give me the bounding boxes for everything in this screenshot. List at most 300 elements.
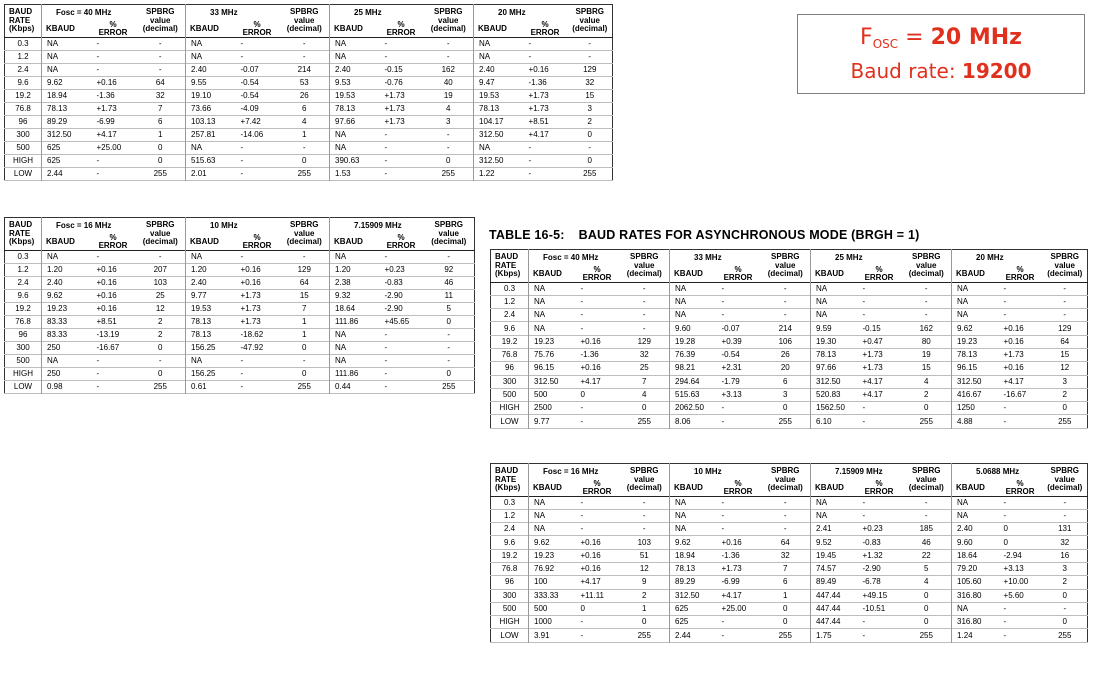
spbrg-cell: 255 xyxy=(153,381,167,391)
spbrg-cell: - xyxy=(158,251,162,261)
kbaud-cell: 89.29 xyxy=(42,115,91,128)
spbrg-cell: 0 xyxy=(158,342,163,352)
kbaud-cell: 416.67 xyxy=(952,388,998,401)
error-cell: +0.16 xyxy=(580,336,601,346)
kbaud-cell: 250 xyxy=(42,341,91,354)
error-cell: - xyxy=(721,630,725,640)
spbrg-cell: 255 xyxy=(778,416,792,426)
kbaud-cell: NA xyxy=(529,295,575,308)
spbrg-cell: - xyxy=(447,329,451,339)
kbaud-cell: 111.86 xyxy=(330,367,379,380)
error-cell: +1.73 xyxy=(384,90,405,100)
kbaud-cell: 9.32 xyxy=(330,289,379,302)
baud-rate-cell: 2.4 xyxy=(503,310,516,320)
kbaud-header: KBAUD xyxy=(529,480,575,497)
spbrg-cell: 207 xyxy=(153,264,167,274)
baud-rate-cell: LOW xyxy=(500,416,519,426)
spbrg-header-line: SPBRG xyxy=(630,252,659,262)
error-cell: +1.73 xyxy=(528,90,549,100)
error-cell: - xyxy=(384,129,388,139)
spbrg-cell: - xyxy=(924,497,928,507)
spbrg-cell: 185 xyxy=(919,524,933,534)
error-cell: -1.36 xyxy=(721,550,740,560)
error-cell: - xyxy=(384,38,388,48)
spbrg-cell: - xyxy=(446,129,450,139)
kbaud-cell: NA xyxy=(186,141,235,154)
error-cell: -0.76 xyxy=(384,77,403,87)
baud-rate-cell: 96 xyxy=(18,329,28,339)
spbrg-header-line: SPBRG xyxy=(1050,466,1079,476)
baud-rate-cell: 19.2 xyxy=(15,90,31,100)
spbrg-cell: 255 xyxy=(637,416,651,426)
spbrg-cell: 26 xyxy=(299,90,309,100)
spbrg-cell: 0 xyxy=(446,368,451,378)
error-cell: +49.15 xyxy=(862,590,888,600)
table-header xyxy=(491,250,1088,283)
table-row xyxy=(491,282,1088,295)
error-cell: - xyxy=(721,416,725,426)
spbrg-cell: - xyxy=(783,310,787,320)
error-cell: -18.62 xyxy=(240,329,264,339)
kbaud-cell: 9.77 xyxy=(186,289,235,302)
spbrg-header-line: value xyxy=(916,260,937,270)
error-cell: +0.23 xyxy=(384,264,405,274)
spbrg-cell: 7 xyxy=(302,303,307,313)
kbaud-cell: NA xyxy=(811,282,857,295)
kbaud-cell: NA xyxy=(811,309,857,322)
kbaud-cell: 19.45 xyxy=(811,549,857,562)
error-cell: - xyxy=(1003,310,1007,320)
frequency-value: 5.0688 MHz xyxy=(976,466,1020,476)
spbrg-cell: 2 xyxy=(642,590,647,600)
spbrg-cell: 15 xyxy=(921,363,931,373)
baud-rate-header-line: RATE xyxy=(495,474,517,484)
error-cell: - xyxy=(528,142,532,152)
baud-rate-cell: 0.3 xyxy=(17,38,29,48)
spbrg-header xyxy=(620,250,670,283)
spbrg-cell: 12 xyxy=(1060,363,1070,373)
spbrg-cell: 255 xyxy=(442,381,456,391)
error-cell: - xyxy=(1003,604,1007,614)
error-cell: - xyxy=(580,416,584,426)
kbaud-cell: 103.13 xyxy=(186,115,235,128)
error-cell: -0.83 xyxy=(862,537,881,547)
spbrg-cell: - xyxy=(158,64,162,74)
error-cell: - xyxy=(862,283,866,293)
error-cell: 0 xyxy=(580,604,585,614)
error-header-label: ERROR xyxy=(530,27,560,37)
error-cell: - xyxy=(96,38,100,48)
kbaud-cell: 9.62 xyxy=(670,536,716,549)
spbrg-cell: - xyxy=(1063,310,1067,320)
kbaud-cell: 2.41 xyxy=(811,523,857,536)
kbaud-cell: 83.33 xyxy=(42,315,91,328)
error-cell: - xyxy=(1003,296,1007,306)
kbaud-cell: 19.53 xyxy=(330,89,379,102)
spbrg-cell: 7 xyxy=(783,564,788,574)
spbrg-cell: - xyxy=(783,510,787,520)
spbrg-cell: 46 xyxy=(921,537,931,547)
kbaud-cell: NA xyxy=(474,37,523,50)
kbaud-cell: 19.10 xyxy=(186,89,235,102)
header-row-frequency xyxy=(5,5,613,21)
spbrg-cell: 53 xyxy=(299,77,309,87)
error-cell: - xyxy=(721,510,725,520)
table-caption: BAUD RATES FOR ASYNCHRONOUS MODE (BRGH = 1) xyxy=(578,228,920,242)
table-row xyxy=(5,154,613,167)
spbrg-cell: 32 xyxy=(585,77,595,87)
error-cell: +25.00 xyxy=(96,142,122,152)
error-cell: - xyxy=(721,617,725,627)
error-cell: -2.90 xyxy=(384,290,403,300)
frequency-header xyxy=(670,464,761,480)
spbrg-cell: - xyxy=(1063,604,1067,614)
baud-rate-cell: 9.6 xyxy=(503,323,516,333)
error-header-label: ERROR xyxy=(98,240,128,250)
spbrg-cell: 0 xyxy=(924,403,929,413)
error-cell: -0.54 xyxy=(240,90,259,100)
baud-rate-cell: 76.8 xyxy=(15,103,31,113)
error-cell: - xyxy=(384,355,388,365)
kbaud-cell: 3.91 xyxy=(529,629,575,642)
kbaud-cell: NA xyxy=(330,50,379,63)
error-header xyxy=(716,480,761,497)
error-header-label: ERROR xyxy=(386,27,416,37)
error-cell: +1.32 xyxy=(862,550,883,560)
spbrg-header-line: SPBRG xyxy=(912,252,941,262)
spbrg-cell: - xyxy=(642,524,646,534)
kbaud-cell: 312.50 xyxy=(474,154,523,167)
callout-baud-label: Baud rate: xyxy=(850,59,962,83)
table-row xyxy=(5,380,475,393)
table-row xyxy=(5,250,475,263)
table-row xyxy=(5,289,475,302)
table-row xyxy=(491,375,1088,388)
error-cell: - xyxy=(528,168,532,178)
kbaud-cell: NA xyxy=(186,354,235,367)
error-cell: -0.54 xyxy=(240,77,259,87)
spbrg-cell: 0 xyxy=(924,617,929,627)
kbaud-cell: NA xyxy=(330,250,379,263)
spbrg-cell: 0 xyxy=(924,590,929,600)
error-header-label: ERROR xyxy=(242,27,272,37)
spbrg-cell: 3 xyxy=(446,116,451,126)
error-header xyxy=(91,234,136,251)
kbaud-cell: NA xyxy=(670,509,716,522)
kbaud-cell: 9.59 xyxy=(811,322,857,335)
table-body xyxy=(5,37,613,180)
spbrg-cell: 0 xyxy=(587,155,592,165)
spbrg-cell: 0 xyxy=(783,403,788,413)
kbaud-cell: NA xyxy=(670,282,716,295)
error-cell: - xyxy=(580,310,584,320)
kbaud-cell: 19.23 xyxy=(529,335,575,348)
kbaud-cell: 111.86 xyxy=(330,315,379,328)
baud-rate-header xyxy=(5,218,42,251)
kbaud-cell: 625 xyxy=(670,602,716,615)
frequency-header xyxy=(330,5,424,21)
error-header-percent: % xyxy=(109,20,117,29)
error-cell: - xyxy=(528,51,532,61)
spbrg-cell: 0 xyxy=(158,142,163,152)
kbaud-cell: NA xyxy=(952,496,998,509)
error-cell: - xyxy=(1003,630,1007,640)
error-cell: - xyxy=(580,296,584,306)
spbrg-header xyxy=(620,464,670,497)
table-row xyxy=(491,322,1088,335)
error-header-percent: % xyxy=(253,233,261,242)
spbrg-cell: 255 xyxy=(441,168,455,178)
error-cell: +7.42 xyxy=(240,116,261,126)
spbrg-cell: 19 xyxy=(443,90,453,100)
error-cell: +0.16 xyxy=(96,264,117,274)
spbrg-cell: 32 xyxy=(1060,537,1070,547)
kbaud-cell: 9.62 xyxy=(42,289,91,302)
kbaud-cell: 2.38 xyxy=(330,276,379,289)
error-cell: - xyxy=(862,296,866,306)
kbaud-cell: 2.44 xyxy=(42,167,91,180)
kbaud-cell: NA xyxy=(952,309,998,322)
spbrg-cell: - xyxy=(642,310,646,320)
error-header-percent: % xyxy=(1016,265,1024,274)
kbaud-cell: 1.24 xyxy=(952,629,998,642)
error-cell: - xyxy=(528,38,532,48)
error-header xyxy=(575,266,620,283)
error-cell: -2.90 xyxy=(862,564,881,574)
spbrg-cell: 0 xyxy=(1062,590,1067,600)
error-header-label: ERROR xyxy=(582,272,612,282)
spbrg-cell: 129 xyxy=(583,64,597,74)
error-cell: -14.06 xyxy=(240,129,264,139)
baud-rate-cell: 1.2 xyxy=(503,510,516,520)
error-cell: - xyxy=(862,310,866,320)
kbaud-cell: 1.22 xyxy=(474,167,523,180)
frequency-header xyxy=(952,250,1043,266)
error-cell: +0.39 xyxy=(721,336,742,346)
frequency-header xyxy=(186,218,280,234)
kbaud-cell: 9.60 xyxy=(952,536,998,549)
error-header-percent: % xyxy=(875,265,883,274)
table-title xyxy=(489,228,920,242)
error-cell: +45.65 xyxy=(384,316,410,326)
spbrg-cell: 0 xyxy=(1062,403,1067,413)
frequency-header xyxy=(811,464,902,480)
baud-rate-header-line: BAUD xyxy=(9,220,33,230)
callout-baud-line xyxy=(798,59,1084,83)
baud-rate-cell: 2.4 xyxy=(17,64,29,74)
error-cell: +1.73 xyxy=(721,564,742,574)
error-cell: - xyxy=(240,155,244,165)
baud-rate-cell: 9.6 xyxy=(503,537,516,547)
spbrg-cell: 255 xyxy=(297,381,311,391)
error-header-label: ERROR xyxy=(582,486,612,496)
spbrg-cell: 0 xyxy=(302,368,307,378)
kbaud-cell: 0.61 xyxy=(186,380,235,393)
kbaud-cell: 104.17 xyxy=(474,115,523,128)
spbrg-cell: - xyxy=(924,310,928,320)
spbrg-cell: 0 xyxy=(587,129,592,139)
kbaud-cell: 78.13 xyxy=(330,102,379,115)
kbaud-cell: 73.66 xyxy=(186,102,235,115)
spbrg-cell: - xyxy=(783,497,787,507)
baud-rate-header-line: BAUD xyxy=(495,252,519,262)
spbrg-cell: - xyxy=(642,283,646,293)
error-cell: +0.16 xyxy=(96,290,117,300)
baud-rate-cell: 19.2 xyxy=(15,303,31,313)
kbaud-cell: NA xyxy=(529,309,575,322)
table-row xyxy=(491,415,1088,428)
spbrg-cell: 129 xyxy=(637,336,651,346)
error-cell: - xyxy=(580,283,584,293)
spbrg-header-line: SPBRG xyxy=(434,220,463,230)
kbaud-cell: 19.23 xyxy=(529,549,575,562)
table-header xyxy=(5,5,613,38)
kbaud-cell: NA xyxy=(42,37,91,50)
error-cell: +4.17 xyxy=(580,376,601,386)
spbrg-cell: 255 xyxy=(1058,416,1072,426)
error-header xyxy=(998,266,1043,283)
error-cell: - xyxy=(240,51,244,61)
spbrg-header-line: (decimal) xyxy=(142,23,178,33)
spbrg-cell: 0 xyxy=(446,316,451,326)
kbaud-header: KBAUD xyxy=(474,21,523,38)
baud-rate-cell: 0.3 xyxy=(17,251,29,261)
baud-rate-cell: 2.4 xyxy=(503,524,516,534)
table-row xyxy=(5,141,613,154)
baud-rate-cell: 300 xyxy=(16,342,30,352)
error-cell: -1.36 xyxy=(96,90,115,100)
error-cell: - xyxy=(96,51,100,61)
table-row xyxy=(5,89,613,102)
error-cell: - xyxy=(96,155,100,165)
error-header-percent: % xyxy=(593,265,601,274)
spbrg-cell: 6 xyxy=(783,376,788,386)
kbaud-cell: NA xyxy=(42,354,91,367)
error-header-label: ERROR xyxy=(864,486,894,496)
kbaud-cell: NA xyxy=(186,250,235,263)
error-cell: -16.67 xyxy=(1003,390,1027,400)
spbrg-cell: - xyxy=(446,142,450,152)
kbaud-cell: NA xyxy=(670,496,716,509)
error-cell: - xyxy=(384,251,388,261)
kbaud-cell: 9.53 xyxy=(330,76,379,89)
kbaud-cell: 2.01 xyxy=(186,167,235,180)
spbrg-cell: 255 xyxy=(583,168,597,178)
spbrg-cell: - xyxy=(642,296,646,306)
kbaud-cell: 0.44 xyxy=(330,380,379,393)
kbaud-cell: 78.13 xyxy=(186,315,235,328)
spbrg-header-line: value xyxy=(294,228,315,238)
error-cell: - xyxy=(96,64,100,74)
spbrg-header-line: SPBRG xyxy=(146,7,175,17)
spbrg-header xyxy=(761,250,811,283)
spbrg-cell: 255 xyxy=(1058,630,1072,640)
kbaud-cell: 1.53 xyxy=(330,167,379,180)
error-cell: +0.16 xyxy=(528,64,549,74)
error-header xyxy=(857,266,902,283)
kbaud-header: KBAUD xyxy=(186,234,235,251)
error-cell: +4.17 xyxy=(721,590,742,600)
error-cell: -0.15 xyxy=(862,323,881,333)
error-cell: 0 xyxy=(580,390,585,400)
spbrg-cell: - xyxy=(447,251,451,261)
kbaud-header: KBAUD xyxy=(670,480,716,497)
spbrg-cell: 1 xyxy=(302,129,307,139)
spbrg-cell: 0 xyxy=(783,617,788,627)
error-cell: -0.07 xyxy=(721,323,740,333)
callout-fosc-label: F xyxy=(860,25,873,50)
kbaud-cell: 1.20 xyxy=(42,263,91,276)
table-row xyxy=(491,536,1088,549)
spbrg-cell: 255 xyxy=(153,168,167,178)
frequency-header xyxy=(811,250,902,266)
error-cell: - xyxy=(1003,617,1007,627)
error-cell: - xyxy=(1003,510,1007,520)
spbrg-cell: 106 xyxy=(778,336,792,346)
spbrg-header-line: SPBRG xyxy=(290,7,319,17)
baud-rate-cell: 9.6 xyxy=(17,77,29,87)
table-body xyxy=(5,250,475,393)
kbaud-header: KBAUD xyxy=(42,21,91,38)
spbrg-header-line: SPBRG xyxy=(575,7,604,17)
kbaud-cell: 500 xyxy=(529,602,575,615)
error-cell: +1.73 xyxy=(862,350,883,360)
error-cell: - xyxy=(862,403,866,413)
kbaud-cell: NA xyxy=(330,341,379,354)
baud-rate-cell: 76.8 xyxy=(15,316,31,326)
header-row-frequency xyxy=(491,464,1088,480)
spbrg-cell: - xyxy=(446,51,450,61)
error-cell: - xyxy=(240,251,244,261)
kbaud-cell: NA xyxy=(952,602,998,615)
kbaud-cell: NA xyxy=(529,496,575,509)
spbrg-header-line: value xyxy=(775,260,796,270)
spbrg-header-line: value xyxy=(1054,474,1076,484)
frequency-value: 10 MHz xyxy=(694,466,722,476)
spbrg-cell: - xyxy=(446,38,450,48)
kbaud-cell: 625 xyxy=(670,616,716,629)
baud-rate-header xyxy=(491,464,529,497)
spbrg-cell: 6 xyxy=(302,103,307,113)
spbrg-header xyxy=(1043,250,1088,283)
spbrg-header-line: (decimal) xyxy=(908,268,944,278)
spbrg-cell: - xyxy=(302,51,306,61)
kbaud-cell: 2.40 xyxy=(952,523,998,536)
baud-rate-cell: 300 xyxy=(502,376,517,386)
spbrg-cell: - xyxy=(302,38,306,48)
error-header xyxy=(235,234,280,251)
spbrg-cell: 26 xyxy=(780,350,790,360)
table-row xyxy=(5,115,613,128)
baud-rate-cell: HIGH xyxy=(499,403,520,413)
spbrg-header-line: (decimal) xyxy=(430,23,466,33)
error-header xyxy=(857,480,902,497)
error-cell: +2.31 xyxy=(721,363,742,373)
baud-rate-cell: 500 xyxy=(502,390,517,400)
spbrg-cell: 15 xyxy=(585,90,595,100)
error-cell: - xyxy=(240,368,244,378)
error-header-label: ERROR xyxy=(864,272,894,282)
error-header-percent: % xyxy=(734,265,742,274)
kbaud-cell: 76.39 xyxy=(670,348,716,361)
kbaud-cell: 515.63 xyxy=(186,154,235,167)
frequency-value: 16 MHz xyxy=(83,220,112,230)
kbaud-cell: 2.40 xyxy=(42,276,91,289)
table-row xyxy=(491,602,1088,615)
baud-rate-header-line: (Kbps) xyxy=(9,236,35,246)
spbrg-header-line: (decimal) xyxy=(1047,268,1083,278)
kbaud-cell: 0.98 xyxy=(42,380,91,393)
